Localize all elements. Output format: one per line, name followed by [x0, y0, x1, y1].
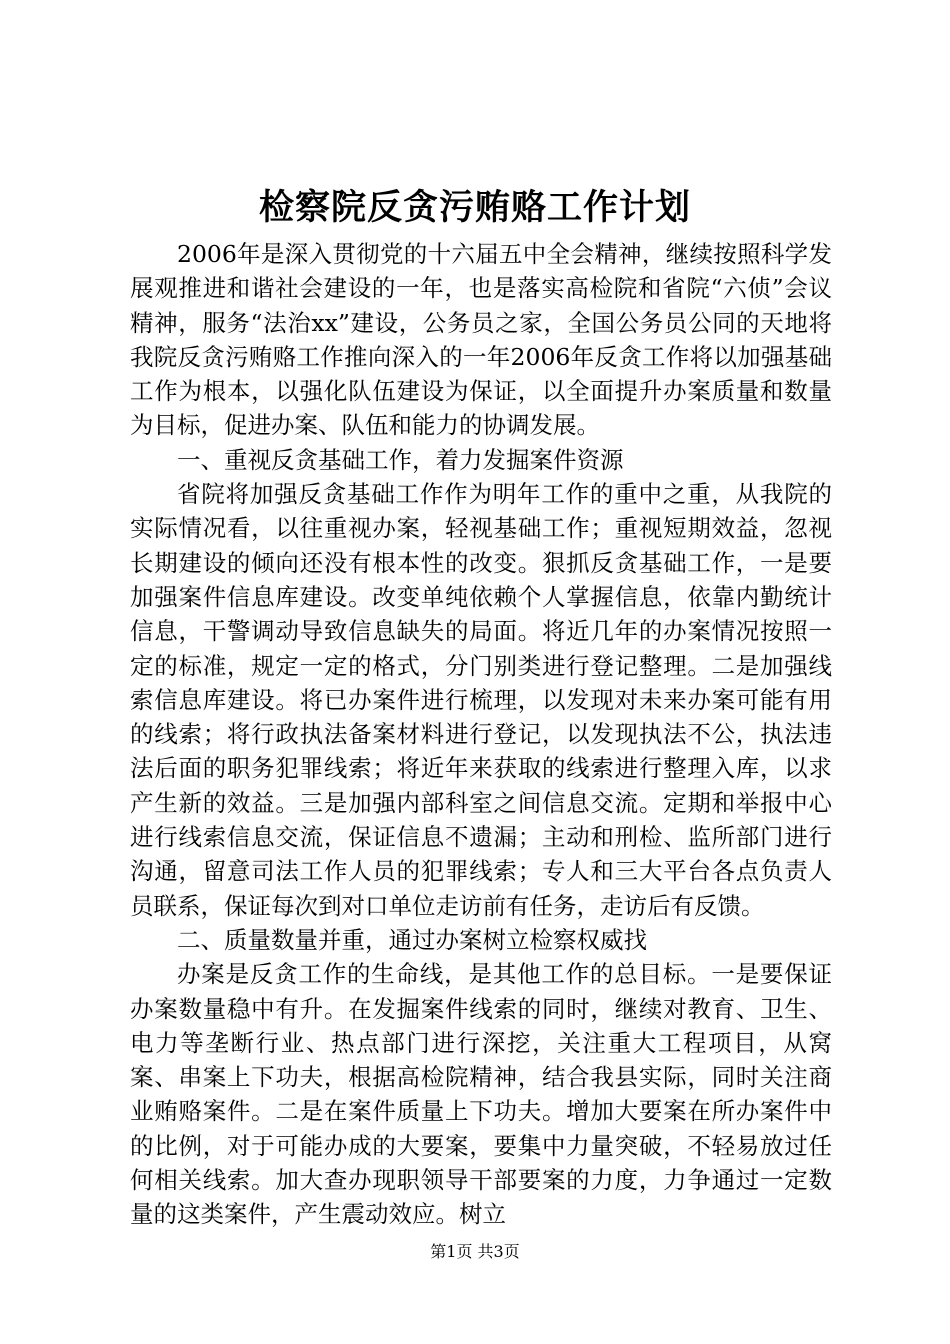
page-number-footer: 第1页 共3页 [430, 1242, 520, 1261]
paragraph-section-1: 省院将加强反贪基础工作作为明年工作的重中之重，从我院的实际情况看，以往重视办案，轻视基础工作；重视短期效益，忽视长期建设的倾向还没有根本性的改变。狠抓反贪基础工作，一是要加强案件信息库建设。改变单纯依赖个人掌握信息，依靠内勤统计信息，干警调动导致信息缺失的局面。将近几年的办案情况按照一定的标准，规定一定的格式，分门别类进行登记整理。二是加强线索信息库建设。将已办案件进行梳理，以发现对未来办案可能有用的线索；将行政执法备案材料进行登记，以发现执法不公，执法违法后面的职务犯罪线索；将近年来获取的线索进行整理入库，以求产生新的效益。三是加强内部科室之间信息交流。定期和举报中心进行线索信息交流，保证信息不遗漏；主动和刑检、监所部门进行沟通，留意司法工作人员的犯罪线索；专人和三大平台各点负责人员联系，保证每次到对口单位走访前有任务，走访后有反馈。 [130, 480, 832, 920]
document-title: 检察院反贪污贿赂工作计划 [258, 187, 691, 228]
paragraph-section-2: 办案是反贪工作的生命线，是其他工作的总目标。一是要保证办案数量稳中有升。在发掘案件线索的同时，继续对教育、卫生、电力等垄断行业、热点部门进行深挖，关注重大工程项目，从窝案、串案上下功夫，根据高检院精神，结合我县实际，同时关注商业贿赂案件。二是在案件质量上下功夫。增加大要案在所办案件中的比例，对于可能办成的大要案，要集中力量突破，不轻易放过任何相关线索。加大查办现职领导干部要案的力度，力争通过一定数量的这类案件，产生震动效应。树立 [130, 960, 832, 1229]
document-body [130, 237, 832, 1232]
section-heading-2: 二、质量数量并重，通过办案树立检察权威找 [177, 925, 647, 954]
paragraph-intro: 2006年是深入贯彻党的十六届五中全会精神，继续按照科学发展观推进和谐社会建设的一年，也是落实高检院和省院“六侦”会议精神，服务“法治xx”建设，公务员之家，全国公务员公同的天地将我院反贪污贿赂工作推向深入的一年2006年反贪工作将以加强基础工作为根本，以强化队伍建设为保证，以全面提升办案质量和数量为目标，促进办案、队伍和能力的协调发展。 [130, 240, 832, 440]
section-heading-1: 一、重视反贪基础工作，着力发掘案件资源 [177, 445, 624, 474]
